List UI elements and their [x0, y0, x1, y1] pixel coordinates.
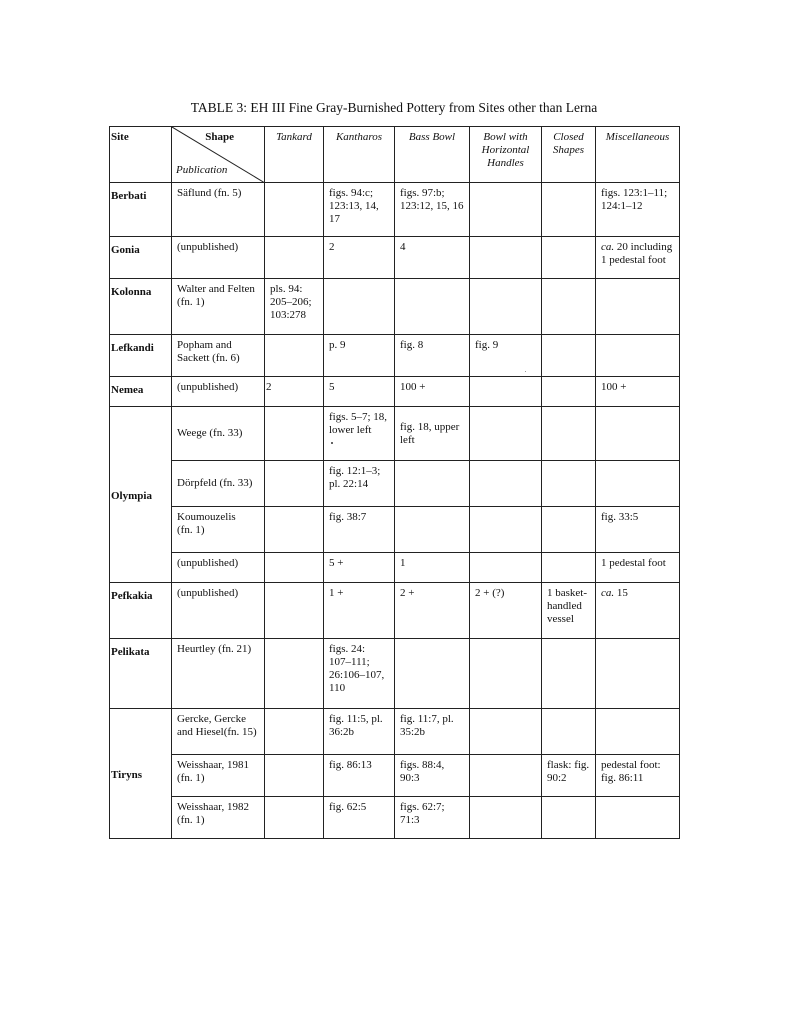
header-tankard: Tankard [265, 127, 324, 183]
bass-bowl-cell [395, 507, 470, 553]
tankard-cell [265, 335, 324, 377]
tankard-cell [265, 553, 324, 583]
header-shape: Shape [205, 131, 234, 143]
ink-dot [331, 442, 333, 444]
tankard-cell [265, 639, 324, 709]
publication-cell: Weisshaar, 1981 (fn. 1) [172, 755, 265, 797]
kantharos-cell: figs. 5–7; 18, lower left [324, 407, 395, 461]
misc-cell: figs. 123:1–11; 124:1–12 [596, 183, 680, 237]
closed-shapes-cell: flask: fig. 90:2 [542, 755, 596, 797]
tankard-cell [265, 507, 324, 553]
closed-shapes-cell [542, 183, 596, 237]
tankard-cell [265, 583, 324, 639]
tankard-cell: pls. 94: 205–206; 103:278 [265, 279, 324, 335]
bowl-handles-cell [470, 279, 542, 335]
tankard-cell: 2 [265, 377, 324, 407]
misc-cell: 100 + [596, 377, 680, 407]
bowl-handles-cell [470, 797, 542, 839]
header-site: Site [110, 127, 172, 183]
misc-circa: ca. [601, 241, 615, 253]
kantharos-cell: fig. 12:1–3; pl. 22:14 [324, 461, 395, 507]
closed-shapes-cell [542, 377, 596, 407]
publication-cell: Säflund (fn. 5) [172, 183, 265, 237]
table-row [110, 755, 680, 797]
tankard-cell [265, 755, 324, 797]
header-row [110, 127, 680, 183]
tankard-cell [265, 797, 324, 839]
misc-text: 20 including 1 pedestal foot [601, 241, 673, 266]
closed-shapes-cell [542, 797, 596, 839]
tankard-cell [265, 709, 324, 755]
header-shape-publication [172, 127, 265, 183]
closed-shapes-cell: 1 basket-handled vessel [542, 583, 596, 639]
site-cell: Berbati [110, 183, 172, 237]
closed-shapes-cell [542, 407, 596, 461]
header-closed-shapes: Closed Shapes [542, 127, 596, 183]
kantharos-cell: p. 9 [324, 335, 395, 377]
bass-bowl-cell [395, 461, 470, 507]
table-row [110, 377, 680, 407]
bass-bowl-cell: 2 + [395, 583, 470, 639]
header-bowl-horizontal-handles: Bowl with Horizontal Handles [470, 127, 542, 183]
site-cell: Lefkandi [110, 335, 172, 377]
bowl-handles-cell [470, 553, 542, 583]
kantharos-cell: 2 [324, 237, 395, 279]
misc-cell [596, 639, 680, 709]
bass-bowl-cell: 100 + [395, 377, 470, 407]
tankard-cell [265, 183, 324, 237]
table-caption: TABLE 3: EH III Fine Gray-Burnished Pottery from Sites other than Lerna [190, 100, 598, 115]
kantharos-cell: 1 + [324, 583, 395, 639]
site-cell: Kolonna [110, 279, 172, 335]
table-row [110, 335, 680, 377]
site-cell: Gonia [110, 237, 172, 279]
publication-cell: Gercke, Gercke and Hiesel(fn. 15) [172, 709, 265, 755]
bowl-handles-cell: 2 + (?) [470, 583, 542, 639]
site-cell: Pefkakia [110, 583, 172, 639]
bass-bowl-cell: figs. 62:7; 71:3 [395, 797, 470, 839]
misc-cell [596, 279, 680, 335]
kantharos-cell: fig. 38:7 [324, 507, 395, 553]
table-row [110, 279, 680, 335]
table-row [110, 407, 680, 461]
misc-cell [596, 237, 680, 279]
bowl-handles-cell [470, 709, 542, 755]
table-row [110, 507, 680, 553]
table-row [110, 709, 680, 755]
bowl-handles-cell [470, 407, 542, 461]
misc-circa: ca. [601, 587, 615, 599]
site-cell: Olympia [110, 407, 172, 583]
bowl-handles-cell [470, 377, 542, 407]
tankard-cell [265, 461, 324, 507]
bowl-handles-cell [470, 755, 542, 797]
bass-bowl-cell [395, 639, 470, 709]
kantharos-cell: figs. 94:c; 123:13, 14, 17 [324, 183, 395, 237]
publication-cell: Popham and Sackett (fn. 6) [172, 335, 265, 377]
ink-speck [525, 371, 526, 372]
misc-cell: fig. 33:5 [596, 507, 680, 553]
header-publication: Publication [176, 164, 228, 176]
closed-shapes-cell [542, 237, 596, 279]
bowl-handles-cell [470, 183, 542, 237]
publication-cell: Koumouzelis (fn. 1) [172, 507, 265, 553]
bowl-handles-cell [470, 237, 542, 279]
bass-bowl-cell: figs. 88:4, 90:3 [395, 755, 470, 797]
site-cell: Nemea [110, 377, 172, 407]
misc-cell [596, 407, 680, 461]
misc-cell [596, 583, 680, 639]
bass-bowl-cell: fig. 11:7, pl. 35:2b [395, 709, 470, 755]
bowl-handles-cell: fig. 9 [470, 335, 542, 377]
header-kantharos: Kantharos [324, 127, 395, 183]
site-cell: Tiryns [110, 709, 172, 839]
kantharos-cell: figs. 24: 107–111; 26:106–107, 110 [324, 639, 395, 709]
misc-cell [596, 797, 680, 839]
publication-cell: Walter and Felten (fn. 1) [172, 279, 265, 335]
header-miscellaneous: Miscellaneous [596, 127, 680, 183]
publication-cell: (unpublished) [172, 553, 265, 583]
bass-bowl-cell: fig. 18, upper left [395, 407, 470, 461]
publication-cell: Heurtley (fn. 21) [172, 639, 265, 709]
bass-bowl-cell: fig. 8 [395, 335, 470, 377]
table-row [110, 583, 680, 639]
header-bass-bowl: Bass Bowl [395, 127, 470, 183]
kantharos-cell [324, 279, 395, 335]
tankard-cell [265, 237, 324, 279]
closed-shapes-cell [542, 507, 596, 553]
misc-cell: pedestal foot: fig. 86:11 [596, 755, 680, 797]
publication-cell: (unpublished) [172, 377, 265, 407]
bowl-handles-cell [470, 461, 542, 507]
closed-shapes-cell [542, 639, 596, 709]
pottery-table [109, 126, 680, 839]
misc-text: 15 [614, 587, 628, 599]
closed-shapes-cell [542, 335, 596, 377]
kantharos-cell: fig. 11:5, pl. 36:2b [324, 709, 395, 755]
publication-cell: Weisshaar, 1982 (fn. 1) [172, 797, 265, 839]
misc-cell [596, 335, 680, 377]
kantharos-cell: fig. 86:13 [324, 755, 395, 797]
publication-cell: (unpublished) [172, 583, 265, 639]
misc-cell [596, 461, 680, 507]
bass-bowl-cell: 1 [395, 553, 470, 583]
kantharos-cell: 5 + [324, 553, 395, 583]
misc-cell: 1 pedestal foot [596, 553, 680, 583]
table-row [110, 237, 680, 279]
publication-cell: (unpublished) [172, 237, 265, 279]
table-row [110, 639, 680, 709]
table-row [110, 461, 680, 507]
closed-shapes-cell [542, 553, 596, 583]
bass-bowl-cell: figs. 97:b; 123:12, 15, 16 [395, 183, 470, 237]
table-row [110, 183, 680, 237]
closed-shapes-cell [542, 461, 596, 507]
bowl-handles-cell [470, 639, 542, 709]
bowl-handles-cell [470, 507, 542, 553]
bass-bowl-cell [395, 279, 470, 335]
tankard-cell [265, 407, 324, 461]
site-cell: Pelikata [110, 639, 172, 709]
publication-cell: Weege (fn. 33) [172, 407, 265, 461]
bass-bowl-cell: 4 [395, 237, 470, 279]
table-row [110, 553, 680, 583]
misc-cell [596, 709, 680, 755]
kantharos-cell: fig. 62:5 [324, 797, 395, 839]
publication-cell: Dörpfeld (fn. 33) [172, 461, 265, 507]
closed-shapes-cell [542, 709, 596, 755]
kantharos-cell: 5 [324, 377, 395, 407]
table-row [110, 797, 680, 839]
closed-shapes-cell [542, 279, 596, 335]
